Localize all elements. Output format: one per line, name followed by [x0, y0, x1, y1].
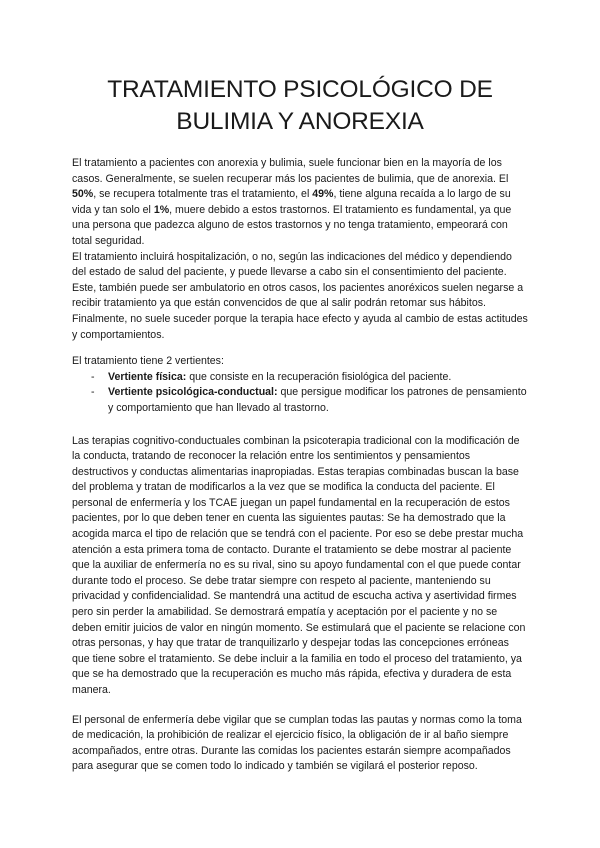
paragraph-therapies: Las terapias cognitivo-conductuales combinan la psicoterapia tradicional con la modificación de la conducta, tratando de reconocer la relación entre los sentimientos y pensamientos destructivos y conductas alimentarias inapropiadas. Estas terapias combinadas buscan la base del problema y tratan de modificarlos a la vez que se modifica la conducta del paciente. El personal de enfermería y los TCAE juegan un papel fundamental en la recuperación de estos pacientes, por lo que deben tener en cuenta las siguientes pautas: Se ha demostrado que la acogida marca el tipo de relación que se tendrá con el paciente. Por eso se debe prestar mucha atención a esta primera toma de contacto. Durante el tratamiento se debe mostrar al paciente que la auxiliar de enfermería no es su rival, sino su apoyo fundamental con el que puede contar durante todo el proceso. Se debe tratar siempre con respeto al paciente, manteniendo su privacidad y confidencialidad. Se mantendrá una actitud de escucha activa y asertividad firmes pero sin perder la amabilidad. Se demostrará empatía y aceptación por el paciente y no se deben emitir juicios de valor en ningún momento. Se estimulará que el paciente se relacione con otras personas, y hay que tratar de tranquilizarlo y despejar todas las concepciones erróneas que tiene sobre el tratamiento. Se debe incluir a la familia en todo el proceso del tratamiento, ya que se ha demostrado que la recuperación es mucho más rápida, efectiva y duradera de esta manera. [72, 434, 526, 696]
document-title [60, 74, 540, 138]
list-bullet: - [91, 386, 95, 399]
list-item-text: que consiste en la recuperación fisiológica del paciente. [186, 370, 452, 383]
paragraph-text: , tiene alguna recaída a lo largo de su vida y tan solo el [72, 188, 511, 216]
paragraph-text: , muere debido a estos trastornos. El tratamiento es fundamental, ya que una persona que padezca alguno de estos trastornos y no tenga tratamiento, empeorará con total seguridad. [72, 203, 512, 247]
list-item [72, 385, 528, 416]
paragraph-outcomes [72, 156, 528, 250]
list-item-term: Vertiente física: [108, 370, 187, 383]
paragraph-nursing: El personal de enfermería debe vigilar que se cumplan todas las pautas y normas como la toma de medicación, la prohibición de realizar el ejercicio físico, la obligación de ir al baño siempre acompañados, entre otras. Durante las comidas los pacientes estarán siempre acompañados para asegurar que se comen todo lo indicado y también se vigilará el posterior reposo. [72, 713, 522, 773]
title-line-1: TRATAMIENTO PSICOLÓGICO DE [107, 76, 493, 103]
paragraph-vertientes-intro: El tratamiento tiene 2 vertientes: [72, 355, 224, 368]
list-bullet: - [91, 370, 95, 383]
document-body [72, 156, 528, 775]
paragraph-hospitalization: El tratamiento incluirá hospitalización, o no, según las indicaciones del médico y dependiendo del estado de salud del paciente, y puede llevarse a cabo sin el consentimiento del paciente. Este, también puede ser ambulatorio en otros casos, los pacientes anoréxicos suelen negarse a recibir tratamiento ya que están convencidos de que al salir podrán retomar sus hábitos. Finalmente, no suele suceder porque la terapia hace efecto y ayuda al cambio de estas actitudes y comportamientos. [72, 250, 528, 341]
list-item-text: que persigue modificar los patrones de pensamiento y comportamiento que han llevado al trastorno. [108, 386, 527, 414]
stat-recovered: 50% [72, 188, 94, 201]
list-item-term: Vertiente psicológica-conductual: [108, 386, 278, 399]
title-line-2: BULIMIA Y ANOREXIA [176, 108, 424, 135]
vertientes-list [72, 370, 528, 417]
paragraph-text: , se recupera totalmente tras el tratamiento, el [93, 188, 313, 201]
list-item [72, 370, 528, 386]
stat-relapse: 49% [312, 188, 334, 201]
stat-death: 1% [153, 203, 170, 216]
paragraph-text: El tratamiento a pacientes con anorexia y bulimia, suele funcionar bien en la mayoría de los casos. Generalmente, se suelen recuperar más los pacientes de bulimia, que de anorexia. El [72, 157, 509, 185]
